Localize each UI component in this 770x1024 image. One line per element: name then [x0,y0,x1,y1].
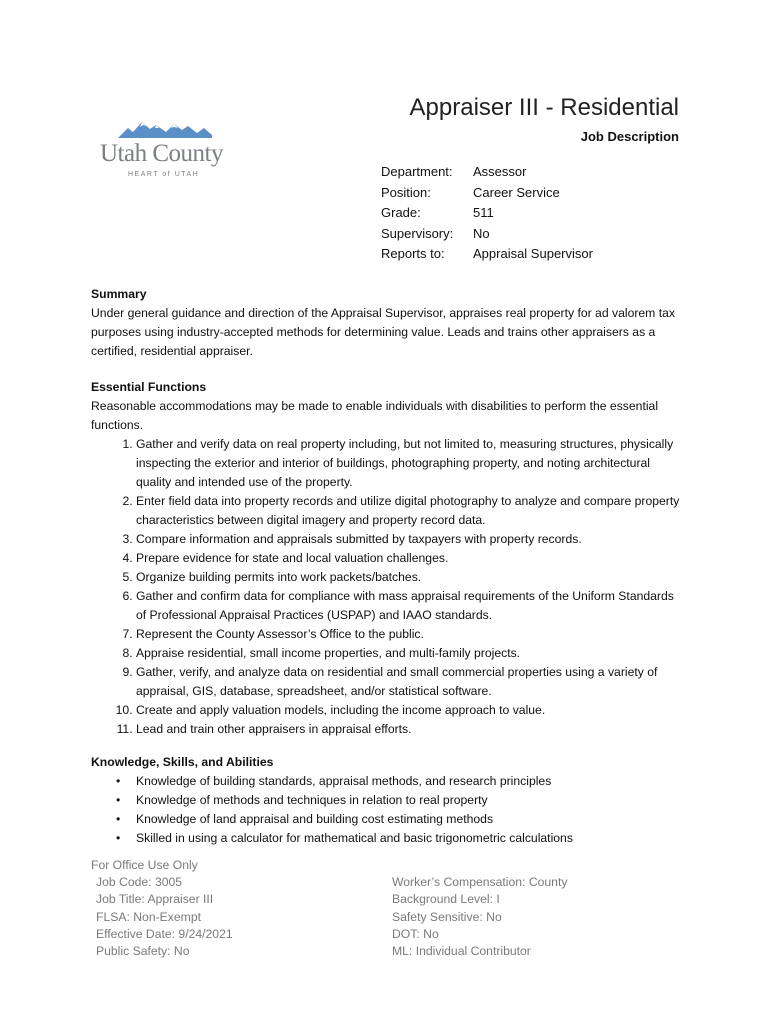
meta-value: Career Service [473,184,560,200]
office-field: Effective Date: 9/24/2021 [96,926,233,941]
list-item: 10. Create and apply valuation models, including the income approach to value. [136,701,681,720]
office-field: Background Level: I [392,892,500,907]
ksa-heading: Knowledge, Skills, and Abilities [91,755,274,769]
list-item: 3. Compare information and appraisals submitted by taxpayers with property records. [136,530,681,549]
meta-row-position [381,183,593,204]
meta-label: Supervisory: [381,225,454,241]
logo-tagline: HEART of UTAH [128,171,200,178]
meta-label: Department: [381,164,453,179]
office-use-columns [91,874,651,960]
meta-row-grade [381,203,593,224]
list-item: 1. Gather and verify data on real property including, but not limited to, measuring structures, physically inspecting the exterior and interior of buildings, photographing property, and noting architectural quality and intended use of the property. [136,435,681,492]
list-item: 2. Enter field data into property records and utilize digital photography to analyze and compare property characteristics between digital imagery and property record data. [136,492,681,530]
ksa-list [91,772,681,848]
essential-functions-list [91,435,681,739]
meta-value: No [473,225,490,241]
essential-functions-intro: Reasonable accommodations may be made to enable individuals with disabilities to perform the essential functions. [91,399,659,432]
office-field: Job Code: 3005 [96,875,183,890]
ksa-section [91,753,681,848]
logo-name: Utah County [100,140,223,167]
meta-label: Grade: [381,205,421,221]
essential-functions-section [91,378,681,739]
list-item: 8. Appraise residential, small income properties, and multi-family projects. [136,644,681,663]
document-subtitle: Job Description [580,129,679,144]
office-right-column [392,874,567,960]
summary-text: Under general guidance and direction of the Appraisal Supervisor, appraises real property for ad valorem tax purposes using industry-accepted methods for determining value. Leads and trains other appraisers as a certified, residential appraiser. [91,306,675,358]
list-item: • Skilled in using a calculator for mathematical and basic trigonometric calculations [136,829,681,848]
meta-value: Appraisal Supervisor [473,246,593,262]
office-use-heading: For Office Use Only [91,858,198,872]
list-item: 5. Organize building permits into work packets/batches. [136,568,681,587]
essential-functions-heading: Essential Functions [91,380,207,394]
job-meta-table [381,162,593,265]
office-field: DOT: No [392,926,439,941]
office-field: ML: Individual Contributor [392,944,531,959]
meta-value: 511 [473,205,494,221]
job-title: Appraiser III - Residential [409,94,679,121]
meta-label: Position: [381,184,431,200]
summary-heading: Summary [91,287,147,301]
office-field: Worker’s Compensation: County [392,875,568,890]
list-item: • Knowledge of land appraisal and building cost estimating methods [136,810,681,829]
meta-row-supervisory [381,224,593,245]
office-use-block [91,857,651,960]
summary-section [91,285,681,361]
office-field: FLSA: Non-Exempt [96,909,201,924]
office-left-column [96,874,392,960]
meta-row-department [381,162,593,183]
office-field: Job Title: Appraiser III [96,892,214,907]
list-item: 7. Represent the County Assessor’s Office to the public. [136,625,681,644]
meta-row-reports-to [381,244,593,265]
list-item: 4. Prepare evidence for state and local valuation challenges. [136,549,681,568]
utah-county-logo [100,118,230,182]
list-item: 6. Gather and confirm data for compliance with mass appraisal requirements of the Uniform Standards of Professional Appraisal Practices (USPAP) and IAAO standards. [136,587,681,625]
office-field: Safety Sensitive: No [392,909,502,924]
meta-value: Assessor [473,164,527,179]
list-item: • Knowledge of methods and techniques in relation to real property [136,791,681,810]
meta-label: Reports to: [381,246,445,262]
list-item: 9. Gather, verify, and analyze data on residential and small commercial properties using a variety of appraisal, GIS, database, spreadsheet, and/or statistical software. [136,663,681,701]
list-item: • Knowledge of building standards, appraisal methods, and research principles [136,772,681,791]
mountain-icon [100,118,230,140]
list-item: 11. Lead and train other appraisers in appraisal efforts. [136,720,681,739]
office-field: Public Safety: No [96,944,190,959]
